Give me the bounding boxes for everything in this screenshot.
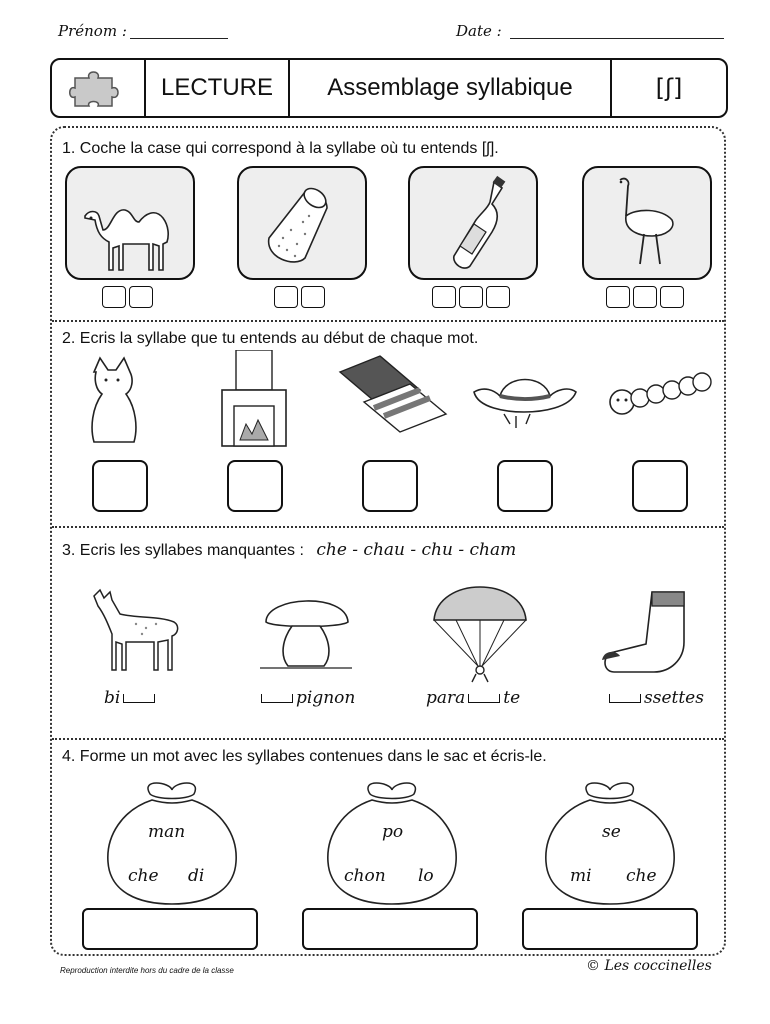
bag-syllable: se	[602, 822, 621, 842]
caterpillar-image	[604, 362, 714, 422]
prenom-label: Prénom :	[58, 22, 127, 40]
syllable-answer-box[interactable]	[92, 460, 148, 512]
syllable-checkbox[interactable]	[459, 286, 483, 308]
cork-syllable-boxes	[274, 286, 328, 308]
name-date-line	[58, 22, 728, 46]
prenom-field[interactable]	[130, 38, 228, 39]
mushroom-image	[260, 584, 352, 676]
exercise-3-instruction-text: 3. Ecris les syllabes manquantes :	[62, 542, 304, 559]
exercises-frame	[50, 126, 726, 956]
syllable-checkbox[interactable]	[432, 286, 456, 308]
bag-syllable: chon	[344, 866, 386, 886]
word-completion	[258, 688, 355, 708]
parachute-image	[430, 580, 530, 684]
author-signature: © Les coccinelles	[586, 958, 712, 974]
camel-card	[65, 166, 195, 280]
bag-syllable: mi	[570, 866, 592, 886]
syllable-blank[interactable]	[468, 694, 500, 703]
syllable-checkbox[interactable]	[633, 286, 657, 308]
bag-syllable: man	[148, 822, 186, 842]
exercise-3-instruction	[62, 540, 516, 560]
bag-syllable: che	[128, 866, 159, 886]
fireplace-image	[216, 350, 292, 450]
champagne-bottle-image	[410, 168, 536, 278]
syllable-checkbox[interactable]	[274, 286, 298, 308]
syllable-checkbox[interactable]	[129, 286, 153, 308]
word-prefix: bi	[104, 688, 121, 708]
cat-image	[72, 352, 152, 448]
camel-syllable-boxes	[102, 286, 156, 308]
cork-card	[237, 166, 367, 280]
cork-image	[239, 168, 365, 278]
category-label: LECTURE	[146, 60, 290, 116]
puzzle-piece-icon	[52, 60, 146, 116]
exercise-1	[52, 128, 724, 320]
word-answer-box[interactable]	[302, 908, 478, 950]
syllable-blank[interactable]	[609, 694, 641, 703]
chocolate-bar-image	[334, 352, 450, 448]
syllable-blank[interactable]	[123, 694, 155, 703]
sock-image	[598, 584, 698, 680]
exercise-2-instruction: 2. Ecris la syllabe que tu entends au début de chaque mot.	[62, 330, 479, 347]
exercise-4-instruction: 4. Forme un mot avec les syllabes contenues dans le sac et écris-le.	[62, 748, 547, 765]
worksheet-header	[50, 58, 728, 118]
syllable-blank[interactable]	[261, 694, 293, 703]
worksheet-title: Assemblage syllabique	[290, 60, 612, 116]
word-answer-box[interactable]	[522, 908, 698, 950]
syllable-list: che - chau - chu - cham	[316, 540, 517, 560]
syllable-checkbox[interactable]	[660, 286, 684, 308]
syllable-checkbox[interactable]	[606, 286, 630, 308]
copyright-notice: Reproduction interdite hors du cadre de la classe	[60, 966, 234, 975]
exercise-3	[52, 528, 724, 738]
ostrich-card	[582, 166, 712, 280]
syllable-checkbox[interactable]	[486, 286, 510, 308]
syllable-answer-box[interactable]	[632, 460, 688, 512]
bottle-card	[408, 166, 538, 280]
bag-syllable: di	[188, 866, 205, 886]
syllable-checkbox[interactable]	[301, 286, 325, 308]
date-label: Date :	[456, 22, 502, 40]
word-suffix: ssettes	[644, 688, 704, 708]
bag-syllable: po	[382, 822, 404, 842]
ostrich-image	[584, 168, 710, 278]
word-completion	[426, 688, 520, 708]
word-suffix: pignon	[296, 688, 356, 708]
fawn-image	[86, 586, 186, 678]
word-completion	[606, 688, 704, 708]
camel-image	[67, 168, 193, 278]
word-answer-box[interactable]	[82, 908, 258, 950]
ostrich-syllable-boxes	[606, 286, 687, 308]
syllable-answer-box[interactable]	[362, 460, 418, 512]
word-completion	[104, 688, 158, 708]
phoneme-label: [ʃ]	[655, 74, 683, 102]
date-field[interactable]	[510, 38, 724, 39]
word-suffix: te	[503, 688, 521, 708]
bag-syllable: lo	[418, 866, 434, 886]
syllable-checkbox[interactable]	[102, 286, 126, 308]
cowboy-hat-image	[470, 356, 580, 436]
exercise-4	[52, 740, 724, 952]
exercise-1-instruction: 1. Coche la case qui correspond à la syllabe où tu entends [ʃ].	[62, 140, 499, 157]
bottle-syllable-boxes	[432, 286, 513, 308]
exercise-2	[52, 322, 724, 526]
bag-syllable: che	[626, 866, 657, 886]
syllable-answer-box[interactable]	[497, 460, 553, 512]
word-prefix: para	[426, 688, 466, 708]
syllable-answer-box[interactable]	[227, 460, 283, 512]
